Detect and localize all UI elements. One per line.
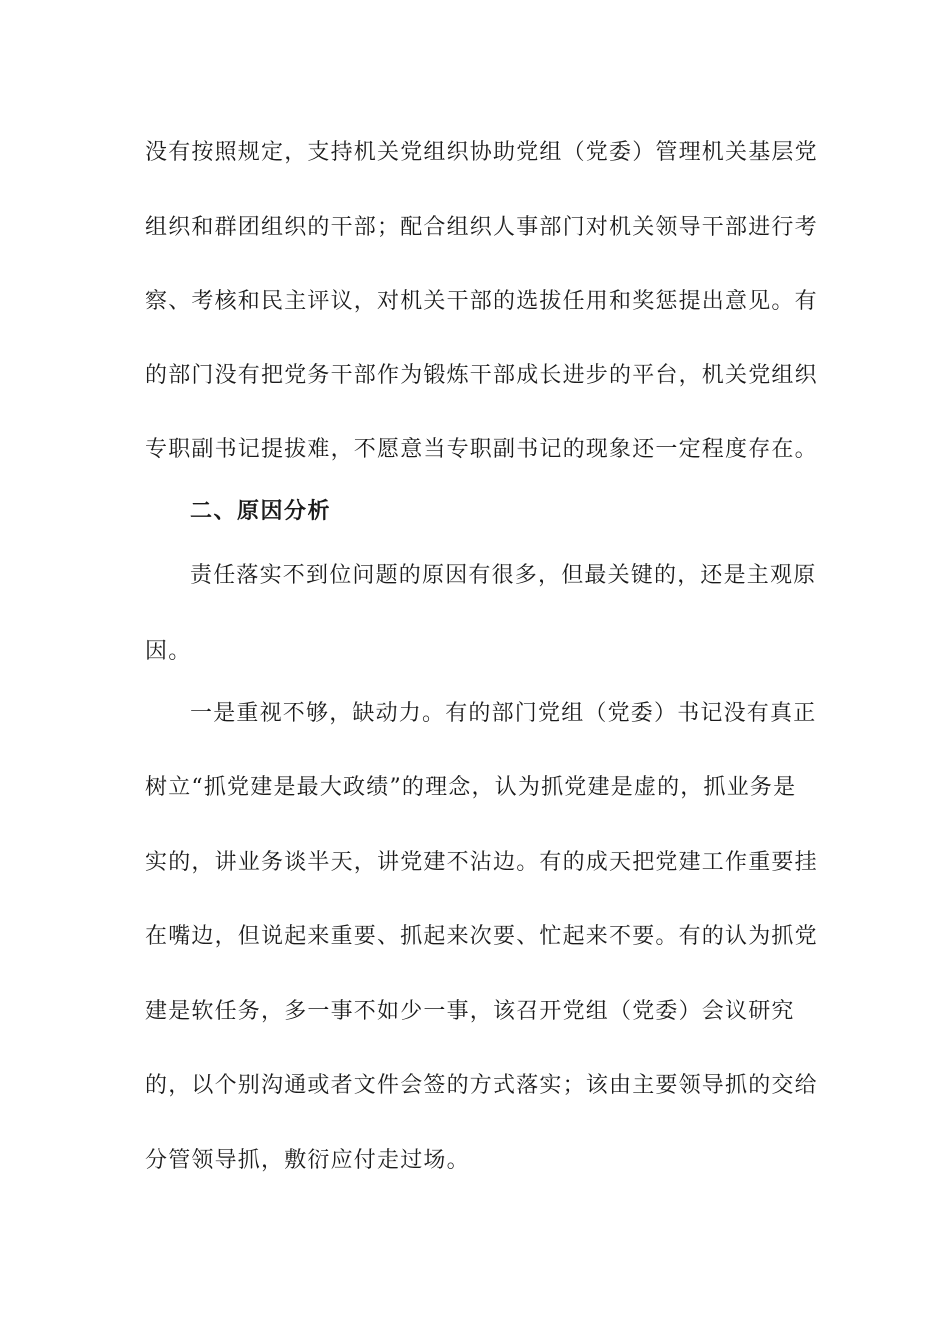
paragraph-line: 的，以个别沟通或者文件会签的方式落实；该由主要领导抓的交给 <box>145 1073 818 1098</box>
paragraph-line: 责任落实不到位问题的原因有很多，但最关键的，还是主观原 <box>190 563 817 588</box>
paragraph-line: 实的，讲业务谈半天，讲党建不沾边。有的成天把党建工作重要挂 <box>145 850 818 875</box>
paragraph-line: 一是重视不够，缺动力。有的部门党组（党委）书记没有真正 <box>190 701 817 726</box>
body-text-line: 组织和群团组织的干部；配合组织人事部门对机关领导干部进行考 <box>145 215 818 240</box>
section-heading: 二、原因分析 <box>190 499 332 524</box>
paragraph-line: 树立“抓党建是最大政绩”的理念，认为抓党建是虚的，抓业务是 <box>145 775 797 800</box>
paragraph-line: 在嘴边，但说起来重要、抓起来次要、忙起来不要。有的认为抓党 <box>145 924 818 949</box>
body-text-line: 专职副书记提拔难，不愿意当专职副书记的现象还一定程度存在。 <box>145 437 818 462</box>
body-text-line: 察、考核和民主评议，对机关干部的选拔任用和奖惩提出意见。有 <box>145 289 818 314</box>
body-text-line: 没有按照规定，支持机关党组织协助党组（党委）管理机关基层党 <box>145 140 818 165</box>
paragraph-line: 建是软任务，多一事不如少一事，该召开党组（党委）会议研究 <box>145 999 795 1024</box>
paragraph-line: 因。 <box>145 639 192 664</box>
paragraph-line: 分管领导抓，敷衍应付走过场。 <box>145 1148 470 1173</box>
body-text-line: 的部门没有把党务干部作为锻炼干部成长进步的平台，机关党组织 <box>145 363 818 388</box>
